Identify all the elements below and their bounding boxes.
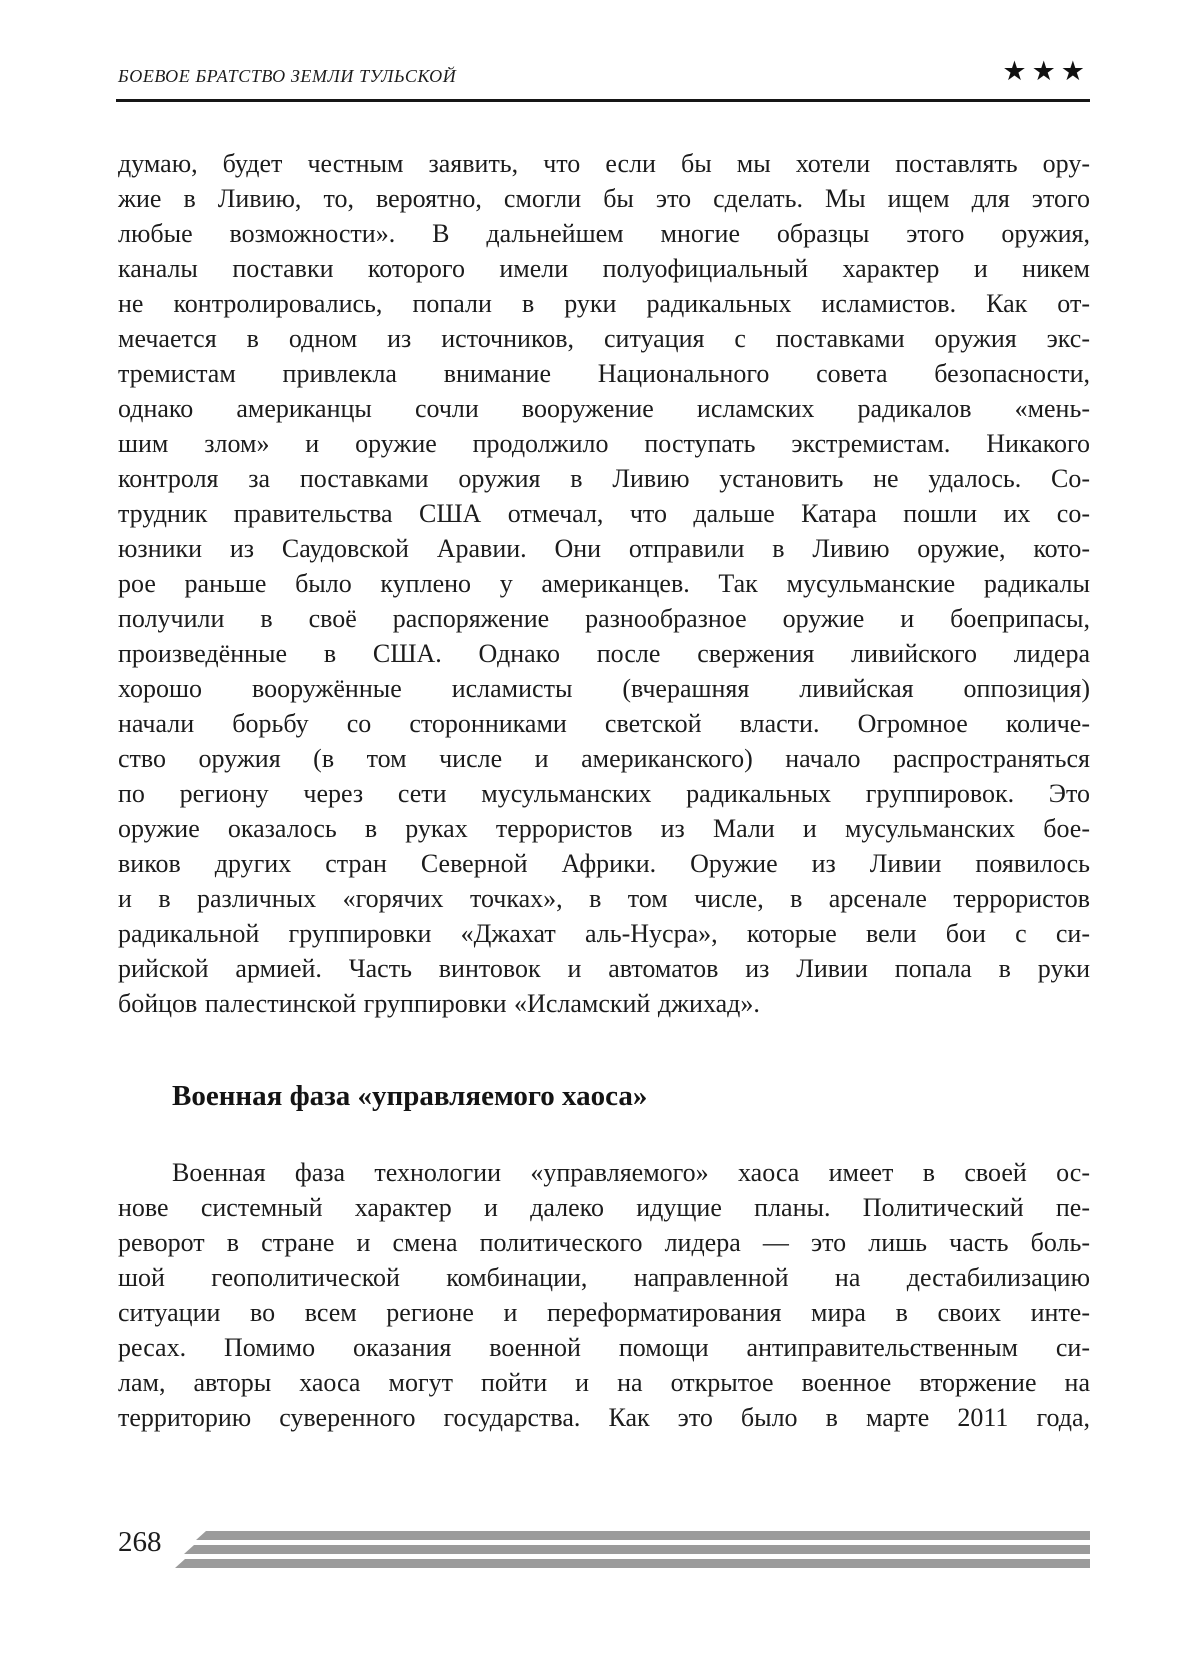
paragraph-weapons-libya — [118, 146, 1090, 1021]
text-line: шой геополитической комбинации, направленной на дестабилизацию — [118, 1263, 1090, 1292]
running-title: БОЕВОЕ БРАТСТВО ЗЕМЛИ ТУЛЬСКОЙ — [118, 66, 457, 86]
decorative-stripe — [184, 1545, 1090, 1554]
three-stars-icon: ★★★ — [1002, 56, 1090, 87]
text-line: лам, авторы хаоса могут пойти и на открытое военное вторжение на — [118, 1368, 1090, 1397]
paragraph-military-phase — [118, 1155, 1090, 1435]
text-line: юзники из Саудовской Аравии. Они отправили в Ливию оружие, кото- — [118, 534, 1090, 563]
text-line: трудник правительства США отмечал, что дальше Катара пошли их со- — [118, 499, 1090, 528]
text-line: жие в Ливию, то, вероятно, смогли бы это сделать. Мы ищем для этого — [118, 184, 1090, 213]
text-line: бойцов палестинской группировки «Исламский джихад». — [118, 989, 760, 1018]
text-line: и в различных «горячих точках», в том числе, в арсенале террористов — [118, 884, 1090, 913]
text-line: любые возможности». В дальнейшем многие образцы этого оружия, — [118, 219, 1090, 248]
text-line: по региону через сети мусульманских радикальных группировок. Это — [118, 779, 1090, 808]
text-line: оружие оказалось в руках террористов из Мали и мусульманских бое- — [118, 814, 1090, 843]
text-line: начали борьбу со сторонниками светской власти. Огромное количе- — [118, 709, 1090, 738]
text-line: территорию суверенного государства. Как это было в марте 2011 года, — [118, 1403, 1090, 1432]
text-line: хорошо вооружённые исламисты (вчерашняя ливийская оппозиция) — [118, 674, 1090, 703]
section-heading: Военная фаза «управляемого хаоса» — [172, 1080, 648, 1113]
text-line: Военная фаза технологии «управляемого» хаоса имеет в своей ос- — [172, 1158, 1090, 1187]
text-line: виков других стран Северной Африки. Оружие из Ливии появилось — [118, 849, 1090, 878]
page-number: 268 — [118, 1526, 162, 1558]
text-line: ресах. Помимо оказания военной помощи антиправительственным си- — [118, 1333, 1090, 1362]
text-line: ситуации во всем регионе и переформатирования мира в своих инте- — [118, 1298, 1090, 1327]
text-line: радикальной группировки «Джахат аль-Нусра», которые вели бои с си- — [118, 919, 1090, 948]
text-line: шим злом» и оружие продолжило поступать экстремистам. Никакого — [118, 429, 1090, 458]
decorative-stripe — [196, 1531, 1090, 1540]
text-line: каналы поставки которого имели полуофициальный характер и никем — [118, 254, 1090, 283]
text-line: контроля за поставками оружия в Ливию установить не удалось. Со- — [118, 464, 1090, 493]
text-line: однако американцы сочли вооружение исламских радикалов «мень- — [118, 394, 1090, 423]
text-line: тремистам привлекла внимание Национального совета безопасности, — [118, 359, 1090, 388]
text-line: произведённые в США. Однако после свержения ливийского лидера — [118, 639, 1090, 668]
header-rule — [116, 99, 1090, 102]
decorative-stripe — [175, 1559, 1090, 1568]
text-line: рое раньше было куплено у американцев. Так мусульманские радикалы — [118, 569, 1090, 598]
text-line: ство оружия (в том числе и американского) начало распространяться — [118, 744, 1090, 773]
text-line: мечается в одном из источников, ситуация с поставками оружия экс- — [118, 324, 1090, 353]
text-line: нове системный характер и далеко идущие планы. Политический пе- — [118, 1193, 1090, 1222]
text-line: думаю, будет честным заявить, что если бы мы хотели поставлять ору- — [118, 149, 1090, 178]
text-line: рийской армией. Часть винтовок и автоматов из Ливии попала в руки — [118, 954, 1090, 983]
text-line: получили в своё распоряжение разнообразное оружие и боеприпасы, — [118, 604, 1090, 633]
text-line: реворот в стране и смена политического лидера — это лишь часть боль- — [118, 1228, 1090, 1257]
text-line: не контролировались, попали в руки радикальных исламистов. Как от- — [118, 289, 1090, 318]
